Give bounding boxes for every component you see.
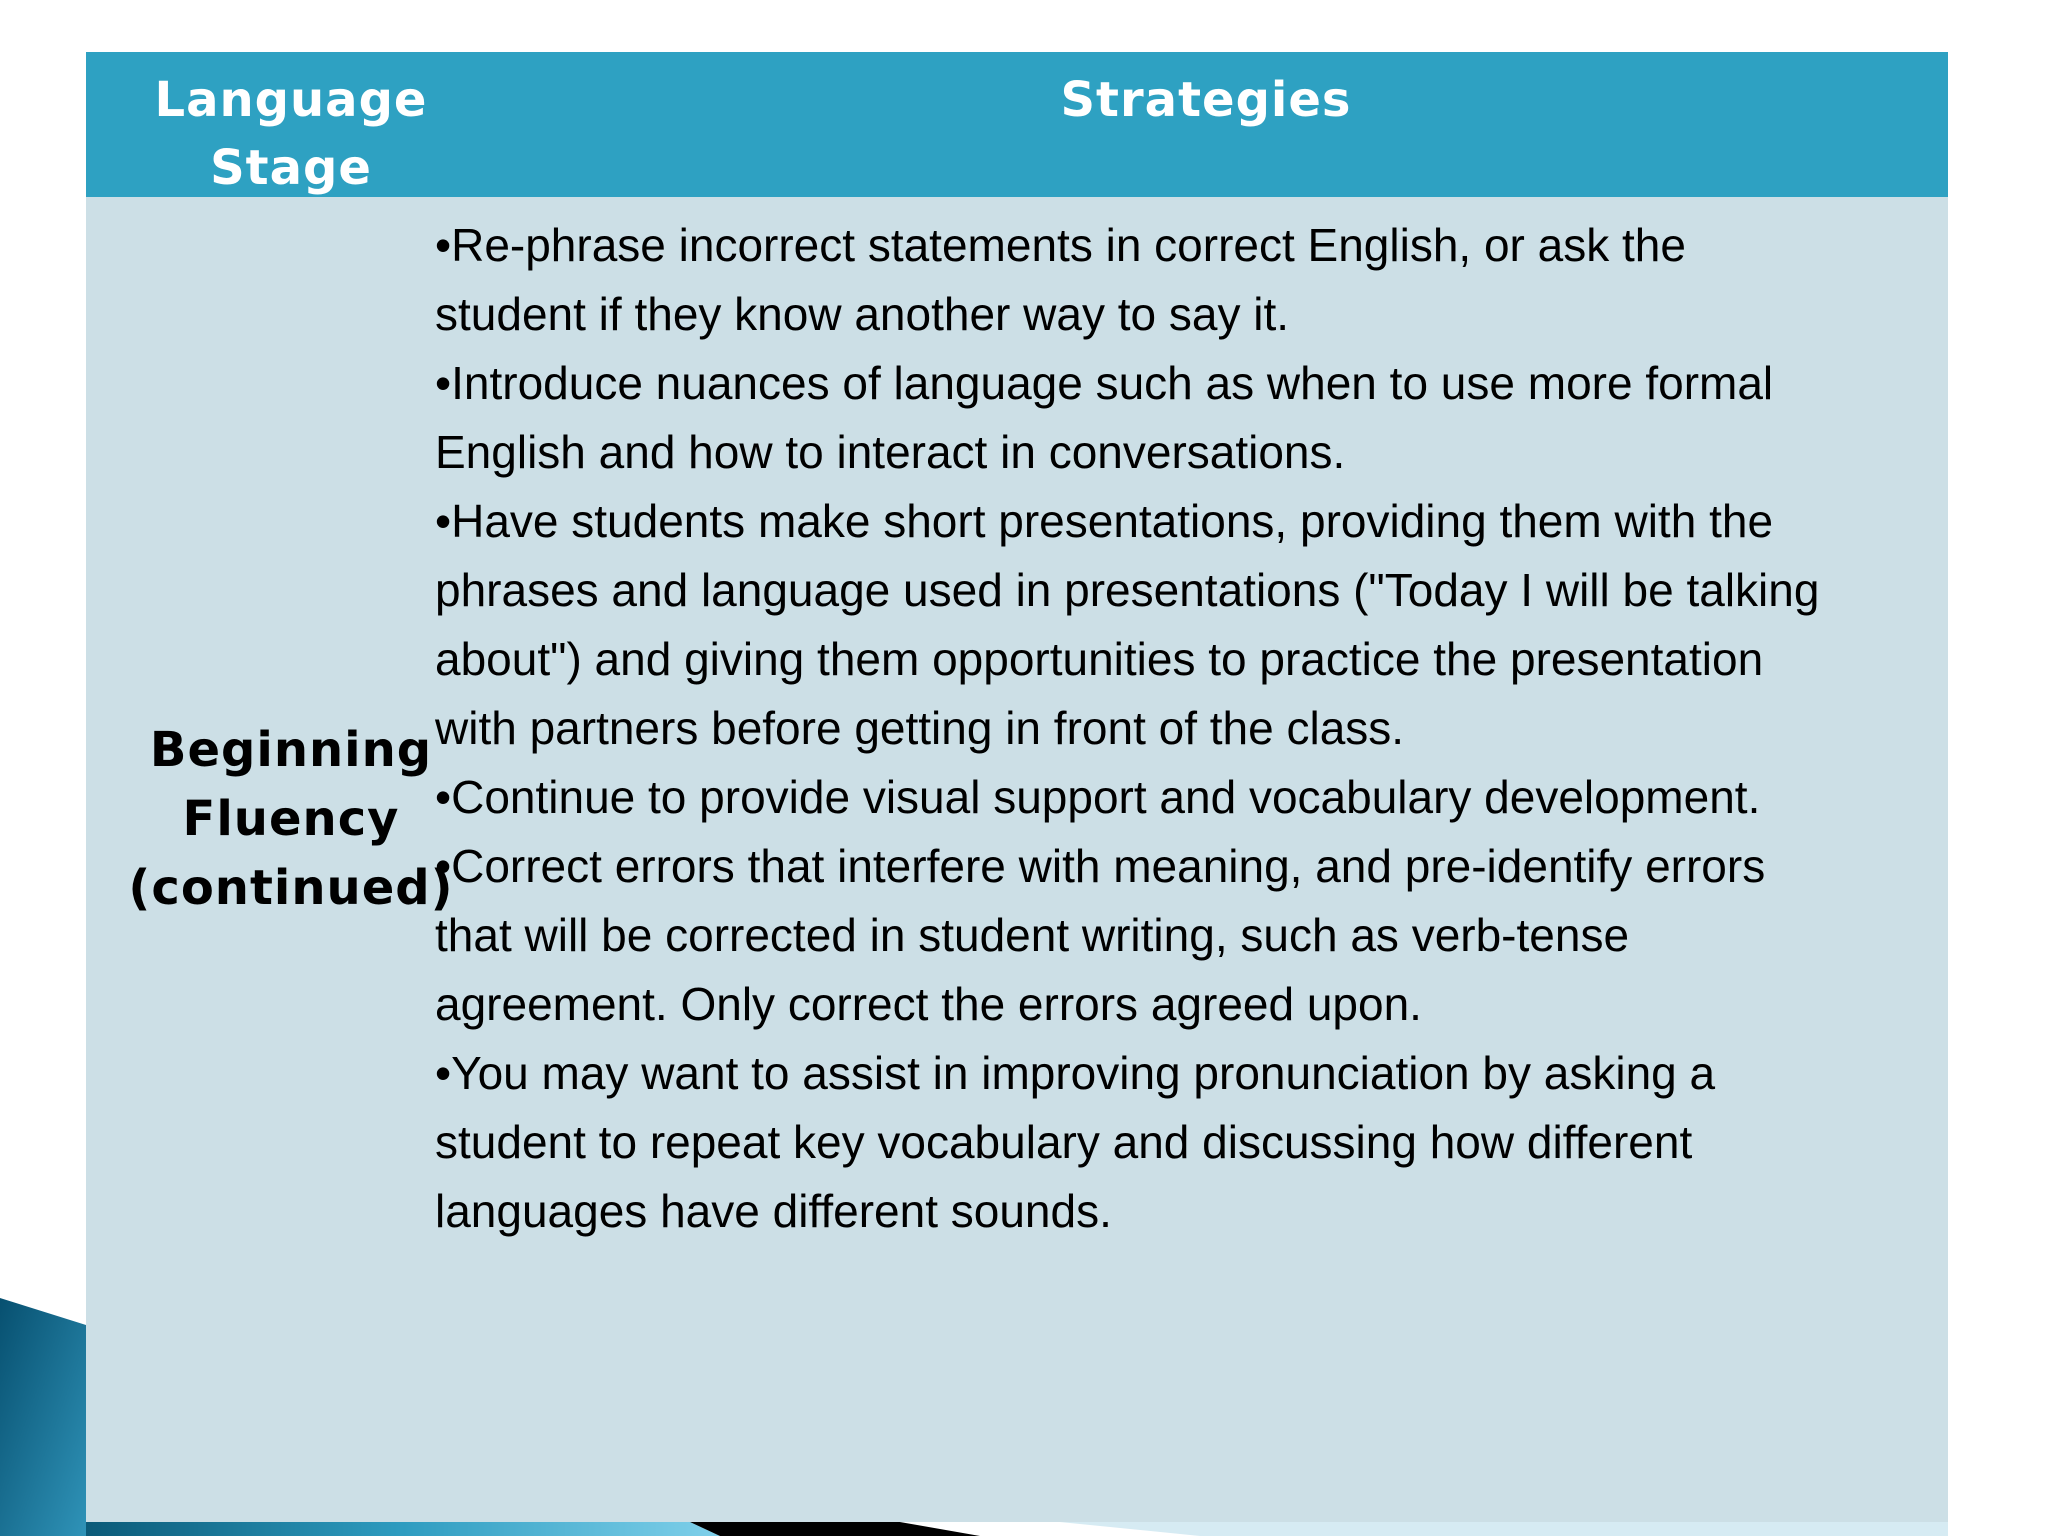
strategy-item: •Introduce nuances of language such as when to use more formal English and how to interact in conversations. (435, 357, 1774, 478)
table-header-row (86, 52, 1948, 197)
strategy-item: •Have students make short presentations, providing them with the phrases and language used in presentations ("Today I will be talking about") and giving them opportunities to practice the presentation with partners before getting in front of the class. (435, 495, 1820, 754)
strategy-item: •Re-phrase incorrect statements in correct English, or ask the student if they know another way to say it. (435, 219, 1686, 340)
strategy-item: •You may want to assist in improving pronunciation by asking a student to repeat key vocabulary and discussing how different languages have different sounds. (435, 1047, 1716, 1237)
stage-label: Beginning Fluency (continued) (128, 722, 454, 916)
strategies-cell (435, 211, 1845, 1246)
strategy-item: •Correct errors that interfere with meaning, and pre-identify errors that will be corrected in student writing, such as verb-tense agreement. Only correct the errors agreed upon. (435, 840, 1766, 1030)
header-language-stage: Language Stage (154, 72, 428, 196)
decor-swoosh-left (0, 1298, 86, 1536)
header-strategies: Strategies (1060, 72, 1352, 128)
strategy-item: •Continue to provide visual support and vocabulary development. (435, 771, 1761, 823)
